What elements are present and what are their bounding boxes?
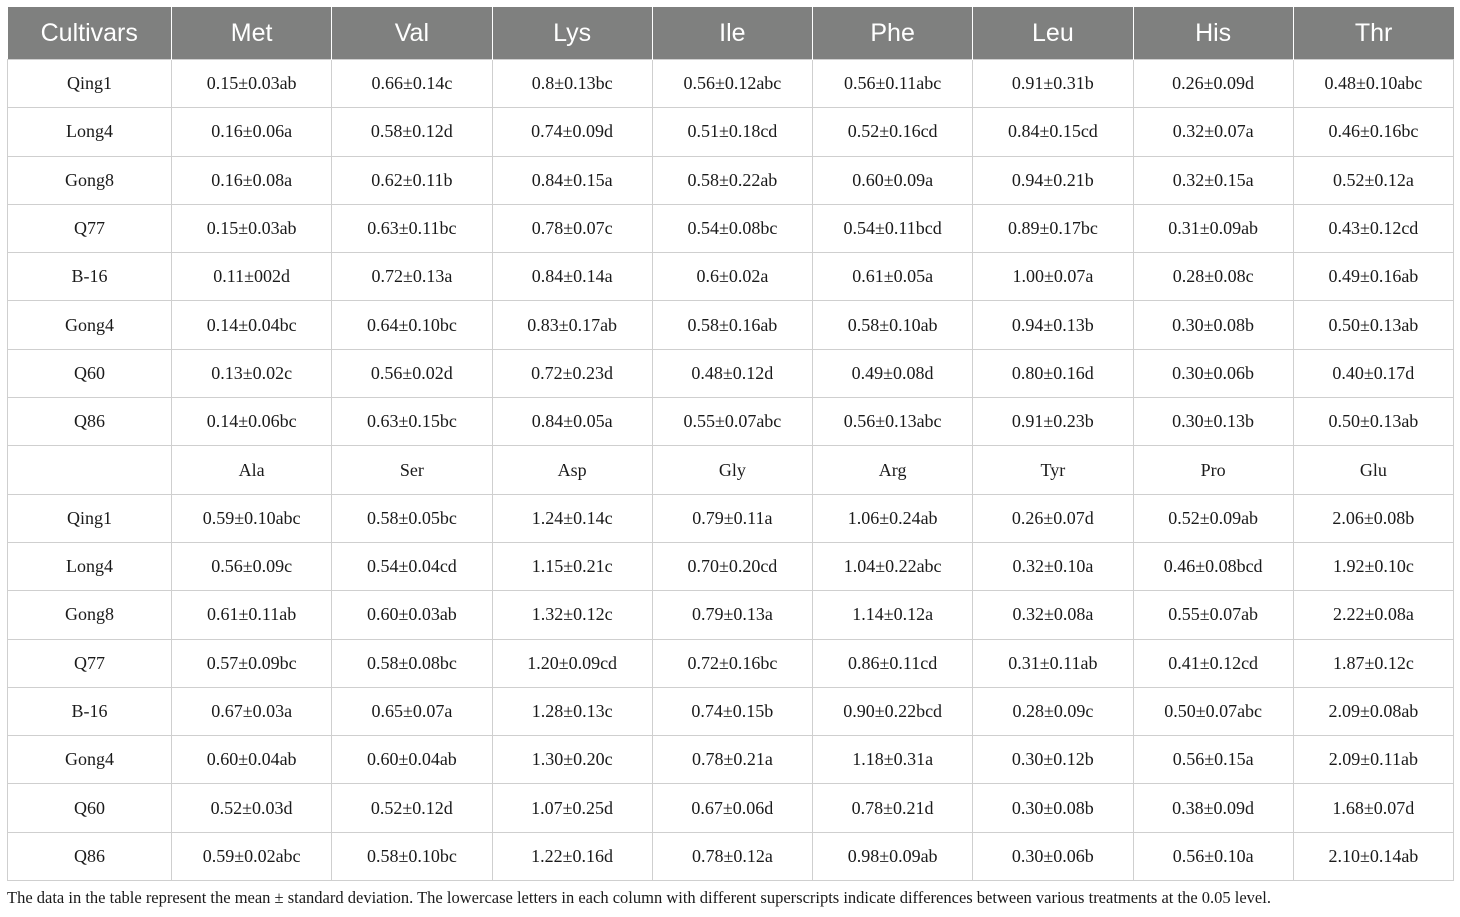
value-cell: 0.59±0.10abc (172, 494, 332, 542)
header-cell: Leu (973, 7, 1133, 60)
value-cell: 0.57±0.09bc (172, 639, 332, 687)
value-cell: 0.84±0.05a (492, 398, 652, 446)
value-cell: 1.14±0.12a (813, 591, 973, 639)
value-cell: 0.58±0.16ab (652, 301, 812, 349)
value-cell: 0.89±0.17bc (973, 204, 1133, 252)
value-cell: 0.94±0.13b (973, 301, 1133, 349)
amino-acid-label-cell: Ser (332, 446, 492, 494)
value-cell: 0.56±0.02d (332, 349, 492, 397)
value-cell: 1.68±0.07d (1293, 784, 1453, 832)
cultivar-cell: Long4 (8, 108, 172, 156)
table-row (8, 832, 1454, 880)
table-row (8, 349, 1454, 397)
value-cell: 0.52±0.12a (1293, 156, 1453, 204)
table-row (8, 494, 1454, 542)
header-cell: Met (172, 7, 332, 60)
value-cell: 0.49±0.16ab (1293, 253, 1453, 301)
value-cell: 0.59±0.02abc (172, 832, 332, 880)
value-cell: 0.56±0.10a (1133, 832, 1293, 880)
value-cell: 0.30±0.13b (1133, 398, 1293, 446)
value-cell: 0.46±0.08bcd (1133, 542, 1293, 590)
cultivar-cell: Q77 (8, 639, 172, 687)
value-cell: 0.55±0.07ab (1133, 591, 1293, 639)
value-cell: 0.38±0.09d (1133, 784, 1293, 832)
value-cell: 0.52±0.16cd (813, 108, 973, 156)
value-cell: 0.72±0.23d (492, 349, 652, 397)
value-cell: 0.14±0.04bc (172, 301, 332, 349)
value-cell: 1.92±0.10c (1293, 542, 1453, 590)
value-cell: 0.91±0.23b (973, 398, 1133, 446)
value-cell: 1.15±0.21c (492, 542, 652, 590)
table-row (8, 156, 1454, 204)
value-cell: 0.32±0.08a (973, 591, 1133, 639)
table-row (8, 542, 1454, 590)
value-cell: 0.78±0.21d (813, 784, 973, 832)
amino-acid-table-container (7, 7, 1453, 881)
value-cell: 0.83±0.17ab (492, 301, 652, 349)
value-cell: 0.41±0.12cd (1133, 639, 1293, 687)
cultivar-cell: Qing1 (8, 60, 172, 108)
value-cell: 0.15±0.03ab (172, 60, 332, 108)
value-cell: 0.64±0.10bc (332, 301, 492, 349)
amino-acid-label-cell: Pro (1133, 446, 1293, 494)
value-cell: 0.28±0.09c (973, 687, 1133, 735)
value-cell: 0.30±0.08b (973, 784, 1133, 832)
value-cell: 0.58±0.05bc (332, 494, 492, 542)
table-row (8, 736, 1454, 784)
table-row (8, 784, 1454, 832)
table-row (8, 60, 1454, 108)
cultivar-cell: Q60 (8, 784, 172, 832)
value-cell: 0.58±0.22ab (652, 156, 812, 204)
header-cell: Lys (492, 7, 652, 60)
value-cell: 0.16±0.06a (172, 108, 332, 156)
value-cell: 0.70±0.20cd (652, 542, 812, 590)
table-row (8, 108, 1454, 156)
value-cell: 0.61±0.05a (813, 253, 973, 301)
value-cell: 0.26±0.09d (1133, 60, 1293, 108)
value-cell: 0.46±0.16bc (1293, 108, 1453, 156)
value-cell: 0.60±0.09a (813, 156, 973, 204)
value-cell: 0.54±0.11bcd (813, 204, 973, 252)
value-cell: 0.32±0.07a (1133, 108, 1293, 156)
table-row (8, 591, 1454, 639)
value-cell: 0.78±0.07c (492, 204, 652, 252)
value-cell: 2.09±0.08ab (1293, 687, 1453, 735)
value-cell: 0.79±0.11a (652, 494, 812, 542)
value-cell: 0.28±0.08c (1133, 253, 1293, 301)
value-cell: 0.52±0.12d (332, 784, 492, 832)
value-cell: 1.20±0.09cd (492, 639, 652, 687)
table-row (8, 253, 1454, 301)
value-cell: 0.61±0.11ab (172, 591, 332, 639)
value-cell: 1.30±0.20c (492, 736, 652, 784)
cultivar-cell: Gong4 (8, 301, 172, 349)
amino-acid-label-cell: Gly (652, 446, 812, 494)
cultivar-cell: B-16 (8, 253, 172, 301)
cultivar-cell: Q77 (8, 204, 172, 252)
value-cell: 0.56±0.11abc (813, 60, 973, 108)
value-cell: 0.78±0.21a (652, 736, 812, 784)
header-cell: Val (332, 7, 492, 60)
value-cell: 0.56±0.13abc (813, 398, 973, 446)
value-cell: 0.48±0.10abc (1293, 60, 1453, 108)
value-cell: 0.65±0.07a (332, 687, 492, 735)
value-cell: 1.22±0.16d (492, 832, 652, 880)
value-cell: 0.90±0.22bcd (813, 687, 973, 735)
value-cell: 0.56±0.09c (172, 542, 332, 590)
header-cell: His (1133, 7, 1293, 60)
value-cell: 2.10±0.14ab (1293, 832, 1453, 880)
value-cell: 0.16±0.08a (172, 156, 332, 204)
cultivar-cell: Q86 (8, 832, 172, 880)
value-cell: 0.14±0.06bc (172, 398, 332, 446)
value-cell: 0.91±0.31b (973, 60, 1133, 108)
value-cell: 0.52±0.03d (172, 784, 332, 832)
value-cell: 0.63±0.11bc (332, 204, 492, 252)
value-cell: 0.60±0.03ab (332, 591, 492, 639)
value-cell: 0.50±0.13ab (1293, 301, 1453, 349)
amino-acid-label-cell: Ala (172, 446, 332, 494)
value-cell: 0.62±0.11b (332, 156, 492, 204)
value-cell: 1.04±0.22abc (813, 542, 973, 590)
value-cell: 0.60±0.04ab (332, 736, 492, 784)
table-row (8, 687, 1454, 735)
value-cell: 0.72±0.16bc (652, 639, 812, 687)
cultivar-cell: Q60 (8, 349, 172, 397)
value-cell: 0.72±0.13a (332, 253, 492, 301)
table-row (8, 301, 1454, 349)
value-cell: 0.86±0.11cd (813, 639, 973, 687)
table-row (8, 639, 1454, 687)
value-cell: 0.66±0.14c (332, 60, 492, 108)
value-cell: 0.58±0.08bc (332, 639, 492, 687)
value-cell: 0.31±0.11ab (973, 639, 1133, 687)
value-cell: 0.80±0.16d (973, 349, 1133, 397)
value-cell: 1.00±0.07a (973, 253, 1133, 301)
value-cell: 0.31±0.09ab (1133, 204, 1293, 252)
value-cell: 0.32±0.10a (973, 542, 1133, 590)
value-cell: 0.13±0.02c (172, 349, 332, 397)
value-cell: 0.30±0.12b (973, 736, 1133, 784)
value-cell: 0.67±0.03a (172, 687, 332, 735)
amino-acid-label-cell: Tyr (973, 446, 1133, 494)
amino-acid-label-cell: Glu (1293, 446, 1453, 494)
cultivar-cell: Gong8 (8, 591, 172, 639)
value-cell: 0.54±0.04cd (332, 542, 492, 590)
value-cell: 0.56±0.12abc (652, 60, 812, 108)
subheader-row (8, 446, 1454, 494)
value-cell: 1.18±0.31a (813, 736, 973, 784)
cultivar-cell: Long4 (8, 542, 172, 590)
header-cell: Thr (1293, 7, 1453, 60)
value-cell: 0.74±0.15b (652, 687, 812, 735)
amino-acid-table (7, 7, 1454, 881)
value-cell: 0.52±0.09ab (1133, 494, 1293, 542)
value-cell: 2.09±0.11ab (1293, 736, 1453, 784)
value-cell: 0.55±0.07abc (652, 398, 812, 446)
value-cell: 0.49±0.08d (813, 349, 973, 397)
value-cell: 0.60±0.04ab (172, 736, 332, 784)
table-row (8, 204, 1454, 252)
amino-acid-label-cell: Arg (813, 446, 973, 494)
cultivar-cell: Gong4 (8, 736, 172, 784)
amino-acid-label-cell: Asp (492, 446, 652, 494)
table-footnote: The data in the table represent the mean ± standard deviation. The lowercase letters in each column with different superscripts indicate differences between various treatments at the 0.05 level. (7, 888, 1271, 907)
value-cell: 1.24±0.14c (492, 494, 652, 542)
cultivar-cell (8, 446, 172, 494)
cultivar-cell: B-16 (8, 687, 172, 735)
value-cell: 0.98±0.09ab (813, 832, 973, 880)
value-cell: 0.79±0.13a (652, 591, 812, 639)
value-cell: 0.63±0.15bc (332, 398, 492, 446)
value-cell: 0.58±0.10bc (332, 832, 492, 880)
header-cell: Ile (652, 7, 812, 60)
header-cell: Cultivars (8, 7, 172, 60)
cultivar-cell: Q86 (8, 398, 172, 446)
value-cell: 0.6±0.02a (652, 253, 812, 301)
value-cell: 1.06±0.24ab (813, 494, 973, 542)
value-cell: 0.26±0.07d (973, 494, 1133, 542)
value-cell: 0.8±0.13bc (492, 60, 652, 108)
value-cell: 0.84±0.15a (492, 156, 652, 204)
value-cell: 2.06±0.08b (1293, 494, 1453, 542)
value-cell: 0.54±0.08bc (652, 204, 812, 252)
value-cell: 0.58±0.10ab (813, 301, 973, 349)
value-cell: 0.30±0.06b (973, 832, 1133, 880)
value-cell: 2.22±0.08a (1293, 591, 1453, 639)
value-cell: 0.32±0.15a (1133, 156, 1293, 204)
value-cell: 1.07±0.25d (492, 784, 652, 832)
value-cell: 0.94±0.21b (973, 156, 1133, 204)
value-cell: 0.56±0.15a (1133, 736, 1293, 784)
value-cell: 0.11±002d (172, 253, 332, 301)
value-cell: 0.15±0.03ab (172, 204, 332, 252)
value-cell: 0.67±0.06d (652, 784, 812, 832)
value-cell: 0.30±0.06b (1133, 349, 1293, 397)
value-cell: 1.87±0.12c (1293, 639, 1453, 687)
value-cell: 0.84±0.14a (492, 253, 652, 301)
value-cell: 1.28±0.13c (492, 687, 652, 735)
value-cell: 0.78±0.12a (652, 832, 812, 880)
value-cell: 0.48±0.12d (652, 349, 812, 397)
cultivar-cell: Qing1 (8, 494, 172, 542)
table-row (8, 398, 1454, 446)
cultivar-cell: Gong8 (8, 156, 172, 204)
value-cell: 1.32±0.12c (492, 591, 652, 639)
value-cell: 0.84±0.15cd (973, 108, 1133, 156)
header-cell: Phe (813, 7, 973, 60)
table-header-row (8, 7, 1454, 60)
value-cell: 0.30±0.08b (1133, 301, 1293, 349)
table-body (8, 60, 1454, 881)
value-cell: 0.50±0.07abc (1133, 687, 1293, 735)
value-cell: 0.50±0.13ab (1293, 398, 1453, 446)
value-cell: 0.74±0.09d (492, 108, 652, 156)
value-cell: 0.43±0.12cd (1293, 204, 1453, 252)
value-cell: 0.40±0.17d (1293, 349, 1453, 397)
value-cell: 0.58±0.12d (332, 108, 492, 156)
value-cell: 0.51±0.18cd (652, 108, 812, 156)
